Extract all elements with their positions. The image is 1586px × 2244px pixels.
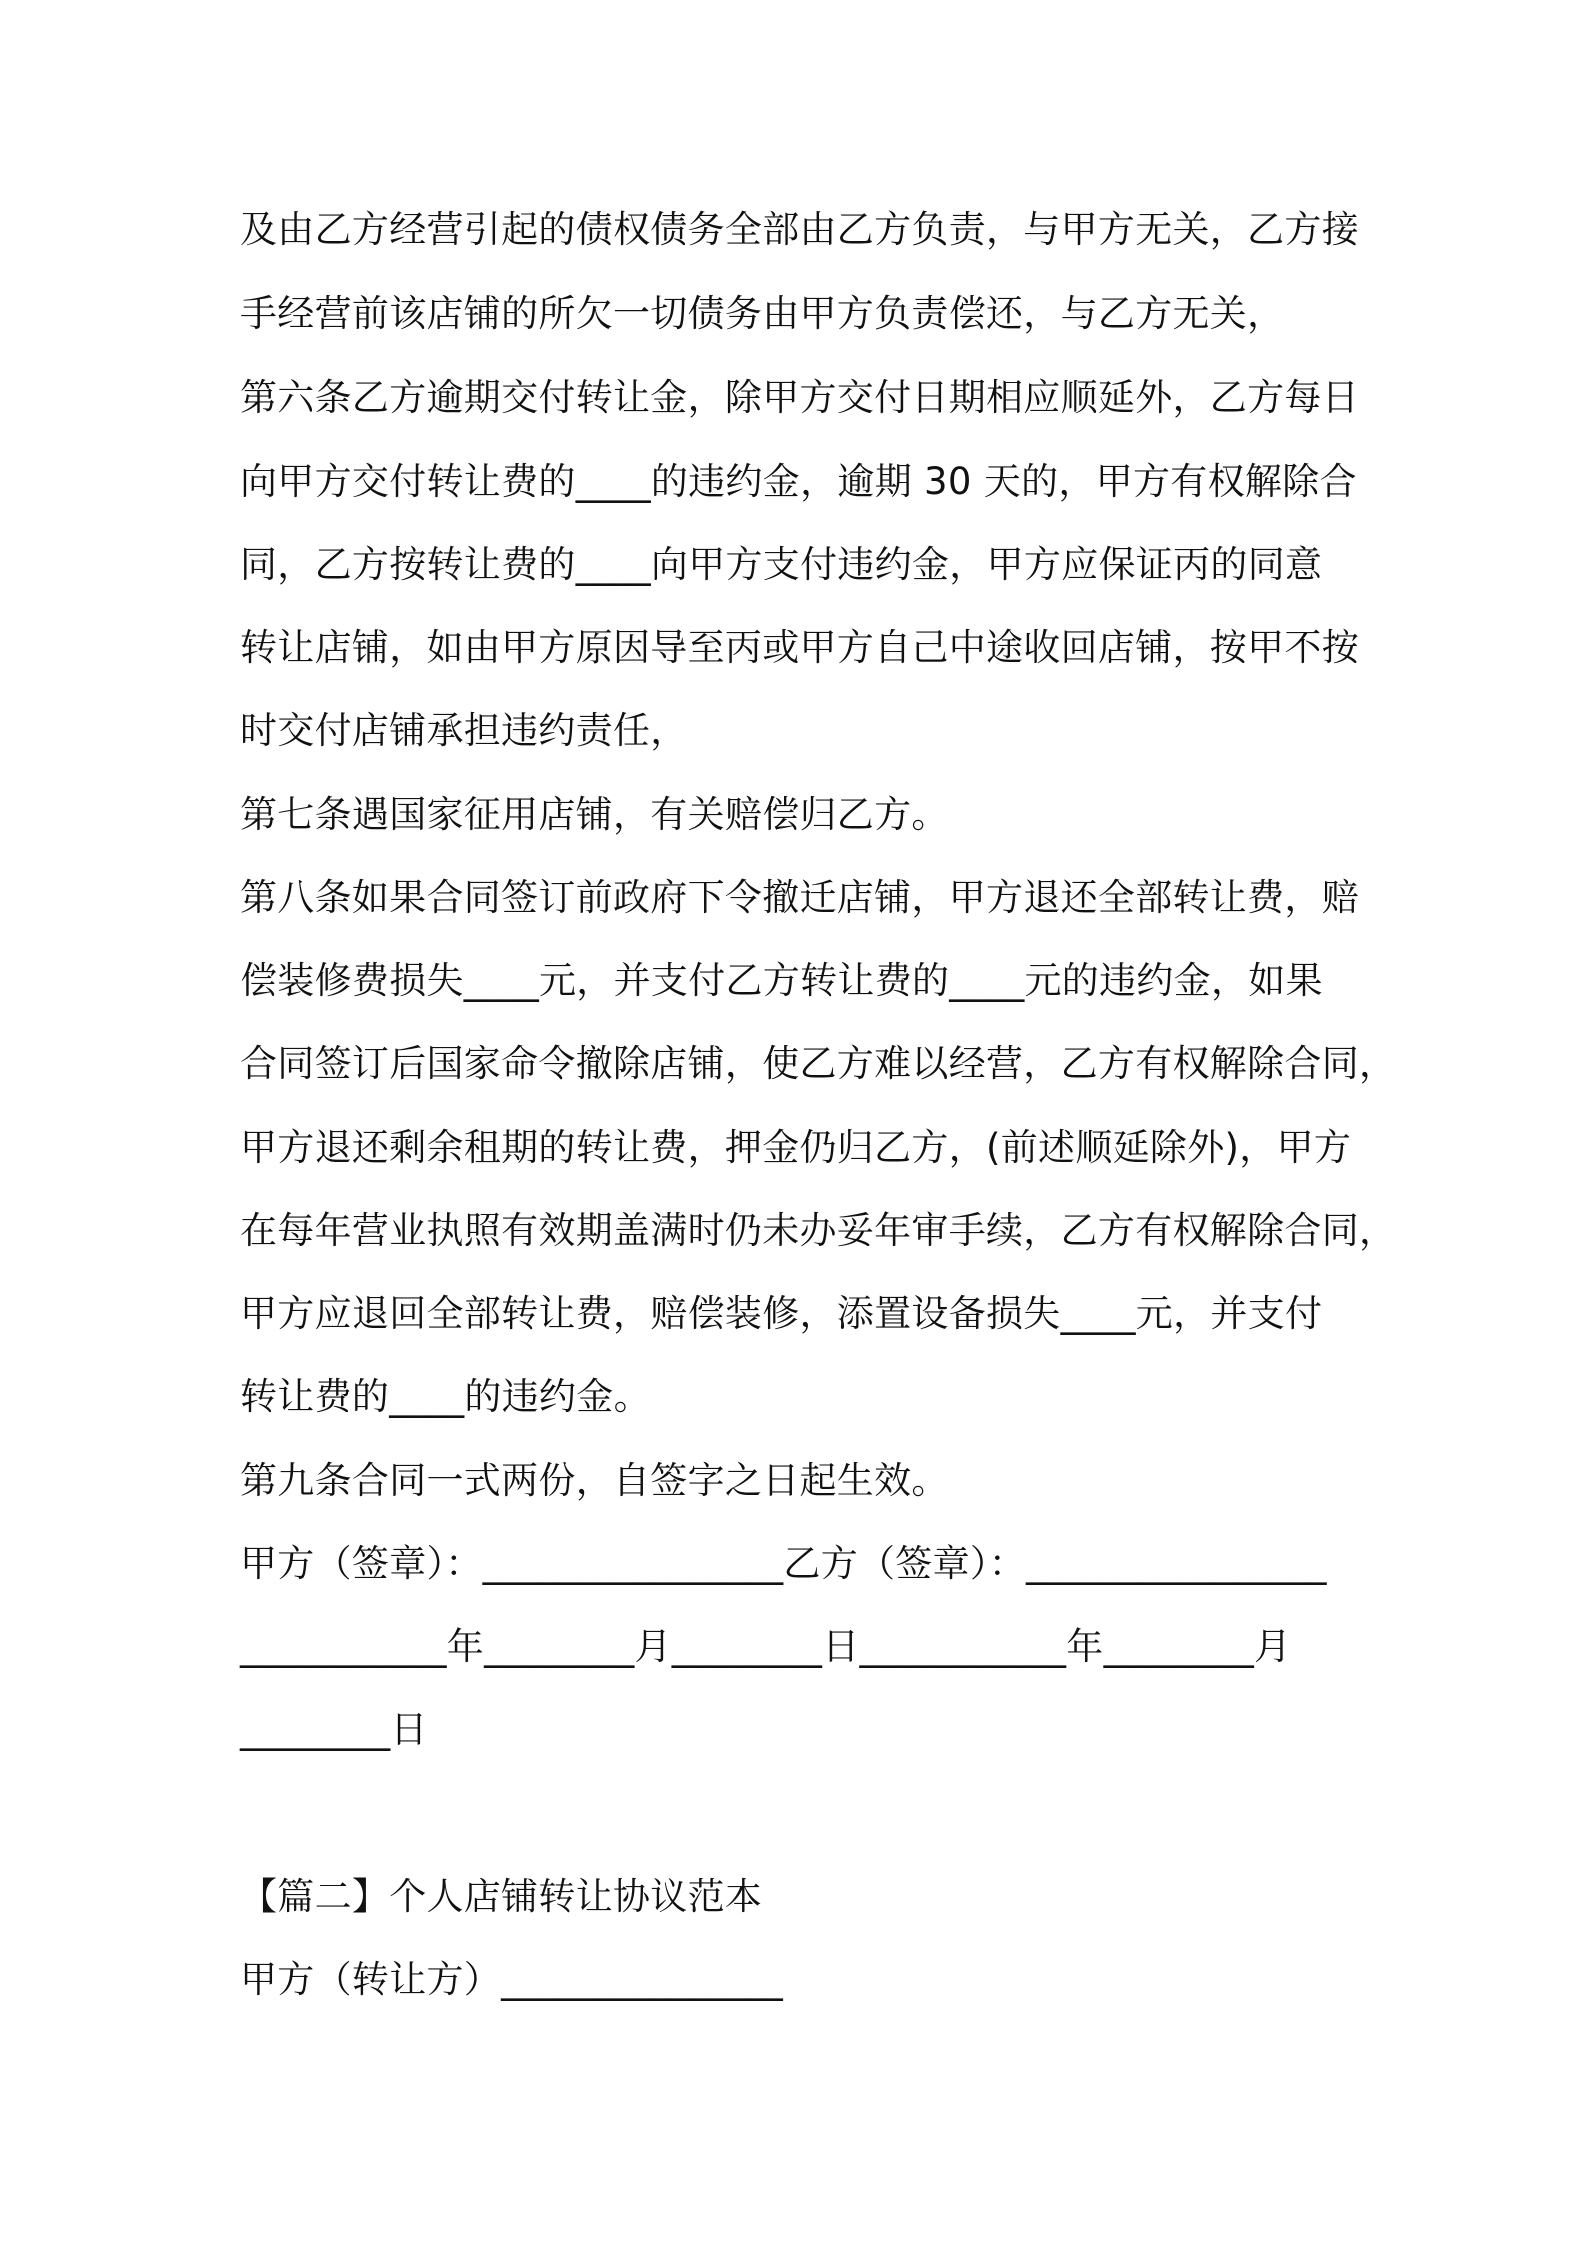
text-line: 时交付店铺承担违约责任， xyxy=(240,709,688,752)
text-line: 及由乙方经营引起的债权债务全部由乙方负责，与甲方无关，乙方接 xyxy=(240,208,1359,251)
text-line: 第九条合同一式两份，自签字之日起生效。 xyxy=(240,1459,949,1502)
text-line: 手经营前该店铺的所欠一切债务由甲方负责偿还，与乙方无关， xyxy=(240,292,1285,335)
text-line: 甲方退还剩余租期的转让费，押金仍归乙方，(前述顺延除外)，甲方 xyxy=(240,1126,1352,1169)
signature-line: 甲方（签章）：________________乙方（签章）：________________ xyxy=(240,1542,1327,1585)
text-line: 第七条遇国家征用店铺，有关赔偿归乙方。 xyxy=(240,793,949,836)
text-line: 合同签订后国家命令撤除店铺，使乙方难以经营，乙方有权解除合同， xyxy=(240,1042,1397,1085)
party-a-line: 甲方（转让方）_______________ xyxy=(240,1958,784,2001)
text-line: 偿装修费损失____元，并支付乙方转让费的____元的违约金，如果 xyxy=(240,959,1323,1002)
text-line: 在每年营业执照有效期盖满时仍未办妥年审手续，乙方有权解除合同， xyxy=(240,1209,1397,1252)
text-line: 第八条如果合同签订前政府下令撤迁店铺，甲方退还全部转让费，赔 xyxy=(240,876,1359,919)
text-line: 向甲方交付转让费的____的违约金，逾期 30 天的，甲方有权解除合 xyxy=(240,460,1357,503)
text-line: 甲方应退回全部转让费，赔偿装修，添置设备损失____元，并支付 xyxy=(240,1292,1323,1335)
text-line: 第六条乙方逾期交付转让金，除甲方交付日期相应顺延外，乙方每日 xyxy=(240,376,1359,419)
text-line: 转让店铺，如由甲方原因导至丙或甲方自己中途收回店铺，按甲不按 xyxy=(240,626,1359,669)
text-line: 转让费的____的违约金。 xyxy=(240,1375,651,1418)
text-line: 同，乙方按转让费的____向甲方支付违约金，甲方应保证丙的同意 xyxy=(240,543,1323,586)
date-line: ________日 xyxy=(240,1708,428,1751)
section-title: 【篇二】个人店铺转让协议范本 xyxy=(240,1875,763,1918)
date-line: ___________年________月________日___________年________月 xyxy=(240,1625,1292,1668)
